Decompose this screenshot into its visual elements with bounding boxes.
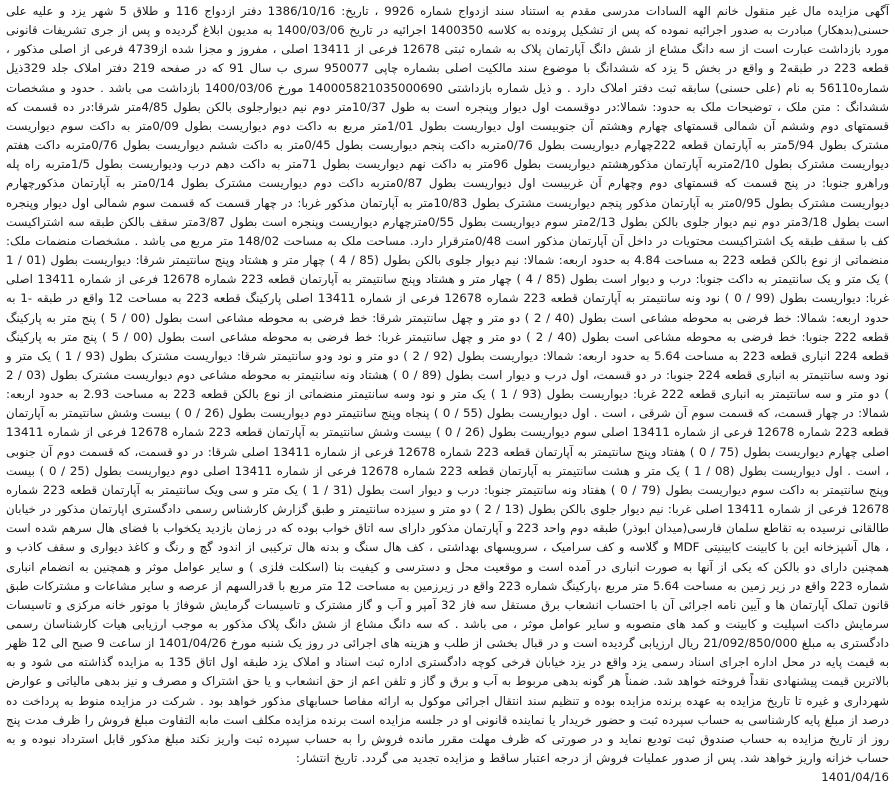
publication-date: 1401/04/16	[821, 770, 889, 785]
auction-notice-body: آگهی مزایده مال غیر منقول خانم الهه السادات مدرسی مقدم به استناد سند ازدواج شماره 9926 ، تاریخ: 1386/10/16 دفتر ازدواج 116 و طلاق 5 شهر یزد و علیه علی حسنی(بدهکار) مبادرت به صدور اجرائیه نموده که پس از تشکیل پرونده به کلاسه 1400350 اجرائیه در تاریخ 1400/03/06 به مدیون ابلاغ گردیده و پس از جری تشریفات قانونی مورد بازداشت عبارت است از سه دانگ مشاع از شش دانگ آپارتمان پلاک به شماره ثبتی 12678 فرعی از 13411 اصلی ، مفروز و مجزا شده از4739 فرعی از اصلی مذکور ، قطعه 223 در طبقه2 و واقع در بخش 5 یزد که ششدانگ با موضوع سند مالکیت اصلی بشماره چاپی 950077 سری ب سال 91 که در صفحه 219 دفتر املاک جلد 329ذیل شماره56110 به نام (علی حسنی) سابقه ثبت دفتر املاک دارد . و ذیل شماره بازداشتی 140005821035000690 مورخ 1400/03/06 بازداشت می باشد . حدود و مشخصات ششدانگ : متن ملک ، توضیحات ملک به حدود: شمالا:در دوقسمت اول دیوار وپنجره است به طول 10/37متر دوم نیم دیوارجلوی بالکن بطول 4/85متر شرقا:در ده قسمت که قسمتهای دوم وششم آن شمالی قسمتهای چهارم وهشتم آن جنوبیست اول دیواریست بطول 1/01متر مربع به داکت دوم دیواریست بطول 0/09متر به داکت سوم دیواریست مشترک بطول 5/94متر به آپارتمان قطعه 222چهارم دیواریست بطول 0/76متربه داکت پنجم دیواریست بطول 0/45متر به داکت ششم دیواریست بطول 0/76متربه داکت هفتم دیواریست مشترک بطول 2/10متربه آپارتمان مذکورهشتم دیواریست بطول 96متر به داکت نهم دیواریست بطول 71متر به داکت دهم درب ودیواریست بطول 1/5متربه راه پله وراهرو جنوبا: در پنج قسمت که قسمتهای دوم وچهارم آن غربیست اول دیواریست بطول 0/87متربه داکت دوم دیواریست مشترک بطول 0/14متر به آپارتمان مذکورچهارم دیواریست مشترک بطول 0/95متر به آپارتمان مذکور پنجم دیواریست مشترک بطول 10/83متر به آپارتمان مذکور غربا: در چهار قسمت که قسمت سوم شمالی اول دیوار وپنجره است بطول 3/18متر دوم نیم دیوار جلوی بالکن بطول 2/13متر سوم دیواریست بطول 0/55مترچهارم دیواریست وپنجره است بطول 3/87متر سقف بالکن طبقه سه اشتراکیست کف با سقف طبقه یک اشتراکیست محتویات در داخل آن آپارتمان مذکور است 0/48مترقرار دارد. مساحت ملک به مساحت 148/02 متر مربع می باشد . مشخصات منضمات ملک: منضماتی از نوع بالکن قطعه 223 به مساحت 4.84 به حدود اربعه: شمالا: نیم دیوار جلوی بالکن بطول (85 / 4 ) چهار متر و هشتاد وپنج سانتیمتر شرقا: دیواریست بطول (01 / 1 ) یک متر و یک سانتیمتر به داکت جنوبا: درب و دیوار است بطول (85 / 4 ) چهار متر و هشتاد وپنج سانتیمتر به آپارتمان قطعه 223 شماره 12678 فرعی از شماره 13411 اصلی غربا: دیواریست بطول (99 / 0 ) نود ونه سانتیمتر به آپارتمان قطعه 223 شماره 12678 فرعی از شماره 13411 اصلی پارکینگ قطعه 223 به مساحت 12 واقع در طبقه -1 به حدود اربعه: شمالا: خط فرضی به محوطه مشاعی است بطول (40 / 2 ) دو متر و چهل سانتیمتر شرقا: خط فرضی به محوطه مشاعی است بطول (00 / 5 ) پنج متر به پارکینگ قطعه 222 جنوبا: خط فرضی به محوطه مشاعی است بطول (40 / 2 ) دو متر و چهل سانتیمتر غربا: خط فرضی به محوطه مشاعی است بطول (00 / 5 ) پنج متر به پارکینگ قطعه 224 انباری قطعه 223 به مساحت 5.64 به حدود اربعه: شمالا: دیواریست بطول (92 / 2 ) دو متر و نود ودو سانتیمتر شرقا: دیواریست مشترک بطول (93 / 1 ) یک متر و نود وسه سانتیمتر به انباری قطعه 224 جنوبا: در دو قسمت، اول درب و دیوار است بطول (89 / 0 ) هشتاد ونه سانتیمتر به محوطه مشاعی دوم دیواریست مشترک بطول (03 / 2 ) دو متر و سه سانتیمتر به انباری قطعه 222 غربا: دیواریست بطول (93 / 1 ) یک متر و نود وسه سانتیمتر منضماتی از نوع بالکن قطعه 223 به مساحت 2.93 به حدود اربعه: شمالا: در چهار قسمت، که قسمت سوم آن شرقی ، است . اول دیواریست بطول (55 / 0 ) پنجاه وپنج سانتیمتر دوم دیواریست بطول (26 / 0 ) بیست وشش سانتیمتر به آپارتمان قطعه 223 شماره 12678 فرعی از شماره 13411 اصلی سوم دیواریست بطول (26 / 0 ) بیست وشش سانتیمتر به آپارتمان قطعه 223 شماره 12678 فرعی از شماره 13411 اصلی چهارم دیواریست بطول (75 / 0 ) هفتاد وپنج سانتیمتر به آپارتمان قطعه 223 شماره 12678 فرعی از شماره 13411 اصلی شرقا: در دو قسمت، که قسمت دوم آن جنوبی ، است . اول دیواریست بطول (08 / 1 ) یک متر و هشت سانتیمتر به آپارتمان قطعه 223 شماره 12678 فرعی از شماره 13411 اصلی دوم دیواریست بطول (25 / 0 ) بیست وپنج سانتیمتر به داکت سوم دیواریست بطول (79 / 0 ) هفتاد ونه سانتیمتر جنوبا: درب و دیوار است بطول (31 / 1 ) یک متر و سی ویک سانتیمتر به آپارتمان قطعه 223 شماره 12678 فرعی از شماره 13411 اصلی غربا: نیم دیوار جلوی بالکن بطول (13 / 2 ) دو متر و سیزده سانتیمتر و طبق گزارش کارشناس رسمی دادگستری اپارتمان مذکور در خیابان طالقانی نرسیده به تقاطع سلمان فارسی(میدان ابوذر) طبقه دوم واحد 223 و آپارتمان مذکور دارای سه اتاق خواب بوده که در زمان بازدید یکخواب با فضای هال سرهم شده است ، هال آشپزخانه این با کابینت کابینیتی MDF و گلاسه و کف سرامیک ، سرویسهای بهداشتی ، کف هال سنگ و بدنه هال ترکیبی از اندود گچ و رنگ و کاغذ دیواری و سقف کاذب و همچنین دارای دو بالکن که یکی از آنها به صورت انباری در آمده است و موقعیت محل و دسترسی و کیفیت بنا (اسکلت فلزی ) و سایر عوامل موثر و همچنین به انضمام انباری شماره 223 واقع در زیر زمین به مساحت 5.64 متر مربع ،پارکینگ شماره 223 واقع در زیرزمین به مساحت 12 متر مربع با قدرالسهم از عرصه و سایر مشاعات و مشترکات طبق قانون تملک آپارتمان ها و آیین نامه اجرائی آن با احتساب انشعاب برق مستقل سه فاز 32 آمپر و آب و گاز مشترک و تاسیسات گرمایش شوفاژ با موتور خانه مرکزی و تاسیسات سرمایش داکت اسپلیت و کابینت و کمد های منصوبه و سایر عوامل موثر ، می باشد . که سه دانگ مشاع از شش دانگ پلاک مذکور به موجب ارزیابی هیات کارشناسان رسمی دادگستری به مبلغ 21/092/850/000 ریال ارزیابی گردیده است و در قبال بخشی از طلب و هزینه های اجرائی در روز یک شنبه مورخ 1401/04/26 از ساعت 9 صبح الی 12 ظهر به قیمت پایه در محل اداره اجرای اسناد رسمی یزد واقع در یزد خیابان فرخی کوچه دادگستری اداره ثبت اسناد و املاک یزد طبقه اول اتاق 135 به مزایده گذاشته می شود و به بالاترین قیمت پیشنهادی نقداً فروخته خواهد شد. ضمناً هر گونه بدهی مربوط به آب و برق و گاز و تلفن اعم از حق انشعاب و یا حق اشتراک و مصرف و نیز بدهی مالیاتی و عوارض شهرداری و غیره تا تاریخ مزایده به عهده برنده مزایده بوده و تنظیم سند انتقال اجرائی موکول به ارائه مفاصا حسابهای مذکور خواهد بود . شرکت در مزایده منوط به پرداخت ده درصد از مبلغ پایه کارشناسی به حساب سپرده ثبت و حضور خریدار یا نماینده قانونی او در جلسه مزایده است برنده مزایده مکلف است مابه التفاوت مبلغ فروش را ظرف مدت پنج روز از تاریخ مزایده به حساب صندوق ثبت تودیع نماید و در صورتی که ظرف مهلت مقرر مانده فروش را به حساب سپرده ثبت واریز نکند مبلغ مذکور قابل استرداد نبوده و به حساب خزانه واریز خواهد شد. پس از صدور عملیات فروش از درجه اعتبار ساقط و مزایده تجدید می گردد. تاریخ انتشار:	[6, 4, 890, 766]
